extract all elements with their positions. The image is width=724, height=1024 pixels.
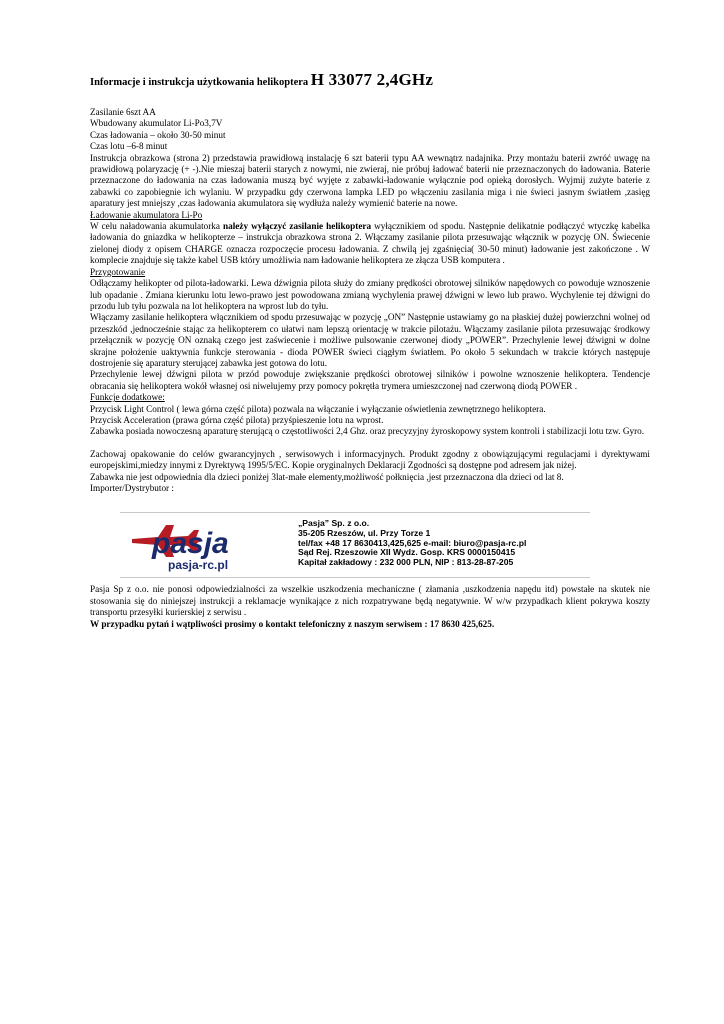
logo-url: pasja-rc.pl — [168, 558, 229, 573]
logo-wordmark: pasja — [152, 527, 229, 561]
extra-function-light: Przycisk Light Control ( lewa górna część pilota) pozwala na włączanie i wyłączanie oświetlenia zewnętrznego helikoptera. — [90, 403, 546, 414]
spec-battery: Wbudowany akumulator Li-Po3,7V — [90, 118, 223, 129]
importer-info-box — [120, 512, 590, 578]
charging-text-before: W celu naładowania akumulatorka — [90, 221, 224, 232]
footer — [90, 584, 650, 630]
contact-paragraph: W przypadku pytań i wątpliwości prosimy o kontakt telefoniczny z naszym serwisem : 17 8630 425,625. — [90, 618, 495, 629]
extra-functions-heading: Funkcje dodatkowe: — [90, 392, 165, 403]
importer-label: Importer/Dystrybutor : — [90, 483, 174, 493]
legal-paragraph-age: Zabawka nie jest odpowiednia dla dzieci poniżej 3lat-małe elementy,możliwość połknięcia ,jest przeznaczona dla dzieci od lat 8. — [90, 471, 564, 482]
extra-function-acceleration: Przycisk Acceleration (prawa górna część pilota) przyśpieszenie lotu na wprost. — [90, 414, 384, 425]
preparation-paragraph-1: Odłączamy helikopter od pilota-ładowarki. Lewa dźwignia pilota służy do zmiany prędkości obrotowej silników napędowych co powoduje wznoszenie lub opadanie . Zmiana kierunku lotu lewo-prawo jest powodowana zmianą wychylenia prawej dźwigni w lewo lub prawo. Wychylenie tej dźwigni do przodu lub tyłu pozwala na lot helikoptera na wprost lub do tyłu. — [90, 278, 650, 311]
spec-charge-time: Czas ładowania – około 30-50 minut — [90, 129, 226, 140]
charging-text-after: wyłącznikiem od spodu. Następnie delikatnie podłączyć wtyczkę kabelka ładowania do gniazdka w helikopterze – instrukcja obrazkowa strona 2. Włączamy zasilanie pilota przesuwając włącznik w pozycję ON. Świecenie zielonej diody z opisem CHARGE oznacza rozpoczęcie procesu ładowania. Z chwilą jej zgaśnięcia( 30-50 minut) ładowanie jest zakończone . W komplecie znajduje się także kabel USB który umożliwia nam ładowanie helikoptera ze złącza USB komputera . — [90, 221, 651, 266]
spec-power: Zasilanie 6szt AA — [90, 107, 156, 117]
legal-paragraph-warranty: Zachowaj opakowanie do celów gwarancyjnych , serwisowych i informacyjnych. Produkt zgodny z obowiązującymi regulacjami i dyrektywami europejskimi,miedzy innymi z Dyrektywą 1995/5/EC. Kopie oryginalnych Deklaracji Zgodności są dostępne pod adresem jak niżej. — [90, 448, 650, 471]
company-address: 35-205 Rzeszów, ul. Przy Torze 1 — [298, 528, 431, 538]
preparation-heading: Przygotowanie — [90, 266, 146, 277]
model-number: H 33077 2,4GHz — [310, 70, 434, 89]
charging-text-bold: należy wyłączyć zasilanie helikoptera — [223, 221, 372, 232]
company-registry: Sąd Rej. Rzeszowie XII Wydz. Gosp. KRS 0000150415 — [298, 547, 516, 558]
document-title — [90, 70, 650, 93]
section-gap — [90, 438, 650, 449]
extra-function-gyro: Zabawka posiada nowoczesną aparaturę sterującą o częstotliwości 2,4 Ghz. oraz precyzyjny żyroskopowy system kontroli i stabilizacji lotu tzw. Gyro. — [90, 426, 645, 437]
title-prefix: Informacje i instrukcja użytkowania helikoptera — [90, 77, 309, 88]
preparation-paragraph-2: Włączamy zasilanie helikoptera włącznikiem od spodu przesuwając w pozycję „ON” Następnie ustawiamy go na płaskiej dużej powierzchni wolnej od przeszkód ,jednocześnie stając za helikopterem co ułatwi nam lepszą orientację w trakcie pilotażu. Włączamy zasilanie pilota przesuwając środkowy przełącznik w pozycję ON oznaką czego jest zaświecenie i możliwe pulsowanie czerwonej diody „POWER”. Przechylenie lewej dźwigni w dolne skrajne położenie uaktywnia funkcje sterowania - dioda POWER świeci ciągłym światłem. Po około 5 sekundach w trakcie których następuje dostrojenie się aparatury sterującej zabawka jest gotowa do lotu. — [90, 312, 650, 368]
company-name: „Pasja” Sp. z o.o. — [298, 518, 370, 529]
pasja-logo — [128, 517, 278, 573]
battery-instruction-paragraph: Instrukcja obrazkowa (strona 2) przedstawia prawidłową instalację 6 szt baterii typu AA wewnątrz nadajnika. Przy montażu baterii zwróć uwagę na prawidłową polaryzację (+ -).Nie mieszaj baterii starych z nowymi, nie zwieraj, nie próbuj ładować baterii nie przeznaczonych do ładowania. Baterie przeznaczone do ładowania na czas ładowania muszą być wyjęte z zabawki-ładowanie wyłącznie pod opieką dorosłych. Wyjmij zużyte baterie z zabawki co zapobiegnie ich wylaniu. W przypadku gdy czerwona lampka LED po włączeniu zasilania miga i nie świeci jasnym światłem ,zasięg aparatury jest mniejszy ,czas ładowania akumulatora się wydłuża należy wymienić baterie na nowe. — [90, 152, 650, 209]
liability-paragraph: Pasja Sp z o.o. nie ponosi odpowiedzialności za wszelkie uszkodzenia mechaniczne ( złamania ,uszkodzenia napędu itd) powstałe na skutek nie stosowania się do niniejszej instrukcji a reklamacje wynikające z nich rozpatrywane będą negatywnie. W w/w przypadkach klient pokrywa koszty transportu przesyłki kurierskiej z serwisu . — [90, 584, 650, 618]
preparation-paragraph-3: Przechylenie lewej dźwigni pilota w przód powoduje zwiększanie prędkości obrotowej silników i powolne wznoszenie helikoptera. Tendencje obracania się helikoptera wokół własnej osi niwelujemy przy pomocy pokrętła trymera umieszczonej nad czerwoną diodą POWER . — [90, 369, 650, 391]
spec-flight-time: Czas lotu –6-8 minut — [90, 141, 168, 152]
company-details — [298, 519, 588, 567]
charging-paragraph — [90, 221, 650, 267]
company-contact: tel/fax +48 17 8630413,425,625 e-mail: biuro@pasja-rc.pl — [298, 537, 527, 548]
company-capital: Kapitał zakładowy : 232 000 PLN, NIP : 813-28-87-205 — [298, 556, 514, 567]
instruction-document — [90, 70, 650, 630]
charging-heading: Ładowanie akumulatora Li-Po — [90, 209, 203, 220]
